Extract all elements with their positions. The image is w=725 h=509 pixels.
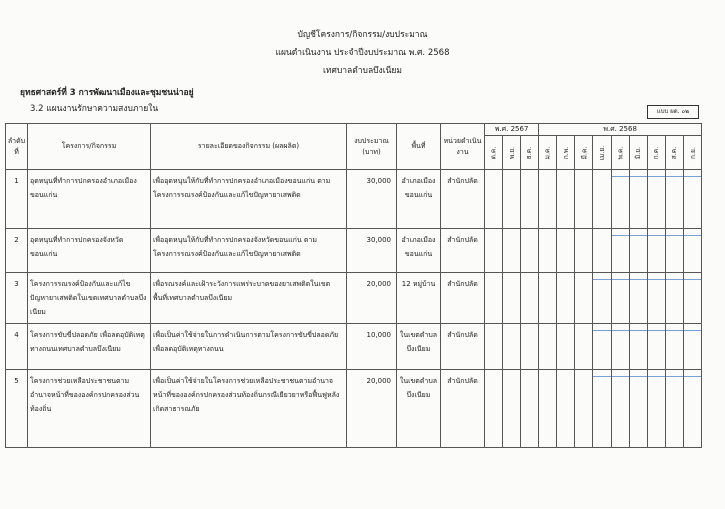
area: อำเภอเมืองขอนแก่น [401, 236, 436, 258]
table-row [6, 273, 702, 324]
schedule-bar [612, 376, 629, 377]
row-number: 2 [14, 236, 19, 244]
strategy-heading: ยุทธศาสตร์ที่ 3 การพัฒนาเมืองและชุมชนน่าอยู่ [20, 88, 194, 98]
row-number: 5 [14, 377, 19, 385]
agency-cell [441, 170, 485, 229]
month-cell [629, 229, 647, 273]
month-label: มิ.ย. [634, 146, 643, 159]
month-cell [593, 273, 611, 324]
month-cell [647, 370, 665, 448]
agency: สำนักปลัด [447, 177, 478, 185]
plan-heading: 3.2 แผนงานรักษาความสงบภายใน [30, 104, 159, 114]
month-header [683, 136, 701, 170]
month-cell [683, 370, 701, 448]
month-cell [485, 324, 503, 370]
month-label: พ.ย. [507, 146, 516, 159]
month-cell [629, 273, 647, 324]
activity-detail-cell [151, 370, 347, 448]
col-header-agency: หน่วยดำเนินงาน [441, 124, 485, 170]
doc-agency: เทศบาลตำบลบึงเนียม [322, 66, 403, 76]
schedule-bar [593, 279, 610, 280]
month-cell [485, 170, 503, 229]
activity-detail: เพื่อเป็นค่าใช้จ่ายในโครงการช่วยเหลือประชาชนตามอำนาจหน้าที่ขององค์กรปกครองส่วนท้องถิ่นกรณีเยียวยาหรือฟื้นฟูหลังเกิดสาธารณภัย [153, 377, 340, 413]
area-cell [397, 273, 441, 324]
budget-amount-cell [347, 273, 397, 324]
schedule-bar [666, 376, 683, 377]
project-name: อุดหนุนที่ทำการปกครองอำเภอเมืองขอนแก่น [30, 177, 137, 199]
schedule-bar [630, 176, 647, 177]
month-cell [611, 229, 629, 273]
activity-detail-cell [151, 273, 347, 324]
area: ในเขตตำบลบึงเนียม [399, 377, 438, 399]
month-label: ก.ย. [688, 146, 697, 159]
month-cell [521, 370, 539, 448]
doc-subtitle: แผนดำเนินงาน ประจำปีงบประมาณ พ.ศ. 2568 [275, 48, 450, 58]
month-cell [557, 229, 575, 273]
table-row [6, 229, 702, 273]
budget-amount: 10,000 [366, 331, 391, 339]
month-cell [557, 170, 575, 229]
schedule-bar [684, 176, 701, 177]
month-cell [521, 229, 539, 273]
project-table [5, 123, 702, 448]
activity-detail: เพื่ออุดหนุนให้กับที่ทำการปกครองอำเภอเมืองขอนแก่น ตามโครงการรณรงค์ป้องกันและแก้ไขปัญหายาเสพติด [153, 177, 331, 199]
schedule-bar [593, 330, 610, 331]
month-label: มี.ค. [579, 146, 588, 159]
col-header-project: โครงการ/กิจกรรม [28, 124, 151, 170]
area-cell [397, 370, 441, 448]
month-cell [521, 170, 539, 229]
month-header [539, 136, 557, 170]
schedule-bar [666, 279, 683, 280]
budget-amount: 30,000 [366, 236, 391, 244]
project-name: อุดหนุนที่ทำการปกครองจังหวัดขอนแก่น [30, 236, 124, 258]
month-cell [665, 170, 683, 229]
month-header [485, 136, 503, 170]
area-cell [397, 170, 441, 229]
col-header-area: พื้นที่ [397, 124, 441, 170]
month-cell [629, 170, 647, 229]
month-header [629, 136, 647, 170]
month-cell [521, 324, 539, 370]
month-cell [539, 170, 557, 229]
month-header [503, 136, 521, 170]
month-cell [665, 229, 683, 273]
month-cell [557, 324, 575, 370]
project-name-cell [28, 324, 151, 370]
agency: สำนักปลัด [447, 331, 478, 339]
area: 12 หมู่บ้าน [401, 280, 436, 288]
project-name: โครงการช่วยเหลือประชาชนตามอำนาจหน้าที่ขององค์กรปกครองส่วนท้องถิ่น [30, 377, 140, 413]
schedule-bar [612, 235, 629, 236]
activity-detail: เพื่ออุดหนุนให้กับที่ทำการปกครองจังหวัดขอนแก่น ตามโครงการรณรงค์ป้องกันและแก้ไขปัญหายาเสพติด [153, 236, 317, 258]
schedule-bar [666, 176, 683, 177]
project-name: โครงการขับขี่ปลอดภัย เพื่อลดอุบัติเหตุทางถนนเทศบาลตำบลบึงเนียม [30, 331, 145, 353]
schedule-bar [648, 376, 665, 377]
col-header-detail: รายละเอียดของกิจกรรม (ผลผลิต) [151, 124, 347, 170]
month-cell [539, 273, 557, 324]
month-cell [629, 370, 647, 448]
col-header-no: ลำดับที่ [6, 124, 28, 170]
month-cell [683, 229, 701, 273]
month-label: ต.ค. [489, 146, 498, 159]
month-cell [593, 229, 611, 273]
month-cell [593, 324, 611, 370]
budget-amount: 20,000 [366, 280, 391, 288]
month-label: ก.พ. [561, 146, 570, 159]
table-row [6, 370, 702, 448]
month-cell [647, 324, 665, 370]
schedule-bar [648, 176, 665, 177]
month-label: ม.ค. [543, 146, 552, 159]
area-cell [397, 229, 441, 273]
month-cell [647, 229, 665, 273]
month-header [575, 136, 593, 170]
schedule-bar [612, 176, 629, 177]
schedule-bar [593, 376, 610, 377]
month-header [557, 136, 575, 170]
schedule-bar [612, 279, 629, 280]
activity-detail-cell [151, 229, 347, 273]
schedule-bar [684, 235, 701, 236]
row-number: 3 [14, 280, 19, 288]
schedule-bar [630, 376, 647, 377]
activity-detail-cell [151, 170, 347, 229]
row-number-cell [6, 370, 28, 448]
month-cell [683, 170, 701, 229]
row-number-cell [6, 324, 28, 370]
month-cell [665, 324, 683, 370]
budget-amount: 30,000 [366, 177, 391, 185]
month-cell [485, 229, 503, 273]
month-cell [575, 324, 593, 370]
project-name-cell [28, 229, 151, 273]
col-header-year-2568: พ.ศ. 2568 [539, 124, 702, 136]
project-name-cell [28, 170, 151, 229]
month-label: ธ.ค. [525, 146, 534, 159]
form-code-box: แบบ ผด. ๐๒ [647, 105, 699, 119]
month-cell [503, 229, 521, 273]
month-label: พ.ค. [616, 146, 625, 159]
month-cell [665, 370, 683, 448]
month-cell [575, 170, 593, 229]
schedule-bar [648, 279, 665, 280]
area-cell [397, 324, 441, 370]
row-number-cell [6, 229, 28, 273]
month-cell [647, 170, 665, 229]
agency-cell [441, 370, 485, 448]
month-header [665, 136, 683, 170]
col-header-year-2567: พ.ศ. 2567 [485, 124, 539, 136]
month-cell [539, 229, 557, 273]
month-cell [593, 370, 611, 448]
month-cell [557, 370, 575, 448]
row-number: 4 [14, 331, 19, 339]
month-cell [485, 273, 503, 324]
month-cell [575, 370, 593, 448]
table-row [6, 324, 702, 370]
month-cell [611, 324, 629, 370]
activity-detail-cell [151, 324, 347, 370]
month-cell [503, 370, 521, 448]
schedule-bar [612, 330, 629, 331]
agency: สำนักปลัด [447, 236, 478, 244]
month-cell [539, 370, 557, 448]
month-header [521, 136, 539, 170]
month-label: ก.ค. [652, 146, 661, 159]
month-cell [503, 170, 521, 229]
budget-amount-cell [347, 229, 397, 273]
month-cell [611, 370, 629, 448]
schedule-bar [630, 279, 647, 280]
month-cell [521, 273, 539, 324]
budget-amount: 20,000 [366, 377, 391, 385]
project-name: โครงการรณรงค์ป้องกันและแก้ไขปัญหายาเสพติดในเขตเทศบาลตำบลบึงเนียม [30, 280, 147, 316]
month-cell [575, 229, 593, 273]
area: อำเภอเมืองขอนแก่น [401, 177, 436, 199]
month-cell [665, 273, 683, 324]
budget-amount-cell [347, 324, 397, 370]
schedule-bar [684, 376, 701, 377]
agency: สำนักปลัด [447, 280, 478, 288]
month-cell [611, 170, 629, 229]
agency-cell [441, 229, 485, 273]
month-cell [683, 324, 701, 370]
doc-title: บัญชีโครงการ/กิจกรรม/งบประมาณ [297, 30, 428, 40]
activity-detail: เพื่อเป็นค่าใช้จ่ายในการดำเนินการตามโครงการขับขี่ปลอดภัย เพื่อลดอุบัติเหตุทางถนน [153, 331, 339, 353]
month-cell [485, 370, 503, 448]
schedule-bar [648, 235, 665, 236]
table-row [6, 170, 702, 229]
row-number-cell [6, 170, 28, 229]
month-label: ส.ค. [670, 146, 679, 159]
month-header [593, 136, 611, 170]
month-cell [503, 324, 521, 370]
area: ในเขตตำบลบึงเนียม [399, 331, 438, 353]
schedule-bar [666, 235, 683, 236]
month-cell [593, 170, 611, 229]
month-cell [557, 273, 575, 324]
project-name-cell [28, 273, 151, 324]
schedule-bar [648, 330, 665, 331]
col-header-budget: งบประมาณ (บาท) [347, 124, 397, 170]
activity-detail: เพื่อรณรงค์และเฝ้าระวังการแพร่ระบาดของยาเสพติดในเขตพื้นที่เทศบาลตำบลบึงเนียม [153, 280, 331, 302]
month-cell [539, 324, 557, 370]
agency-cell [441, 324, 485, 370]
row-number-cell [6, 273, 28, 324]
schedule-bar [684, 279, 701, 280]
budget-amount-cell [347, 170, 397, 229]
month-label: เม.ย. [598, 145, 607, 160]
month-cell [503, 273, 521, 324]
schedule-bar [630, 330, 647, 331]
schedule-bar [666, 330, 683, 331]
agency-cell [441, 273, 485, 324]
month-cell [629, 324, 647, 370]
month-cell [683, 273, 701, 324]
month-cell [611, 273, 629, 324]
row-number: 1 [14, 177, 19, 185]
month-cell [575, 273, 593, 324]
month-header [611, 136, 629, 170]
schedule-bar [684, 330, 701, 331]
month-header [647, 136, 665, 170]
month-cell [647, 273, 665, 324]
agency: สำนักปลัด [447, 377, 478, 385]
schedule-bar [630, 235, 647, 236]
budget-amount-cell [347, 370, 397, 448]
project-name-cell [28, 370, 151, 448]
